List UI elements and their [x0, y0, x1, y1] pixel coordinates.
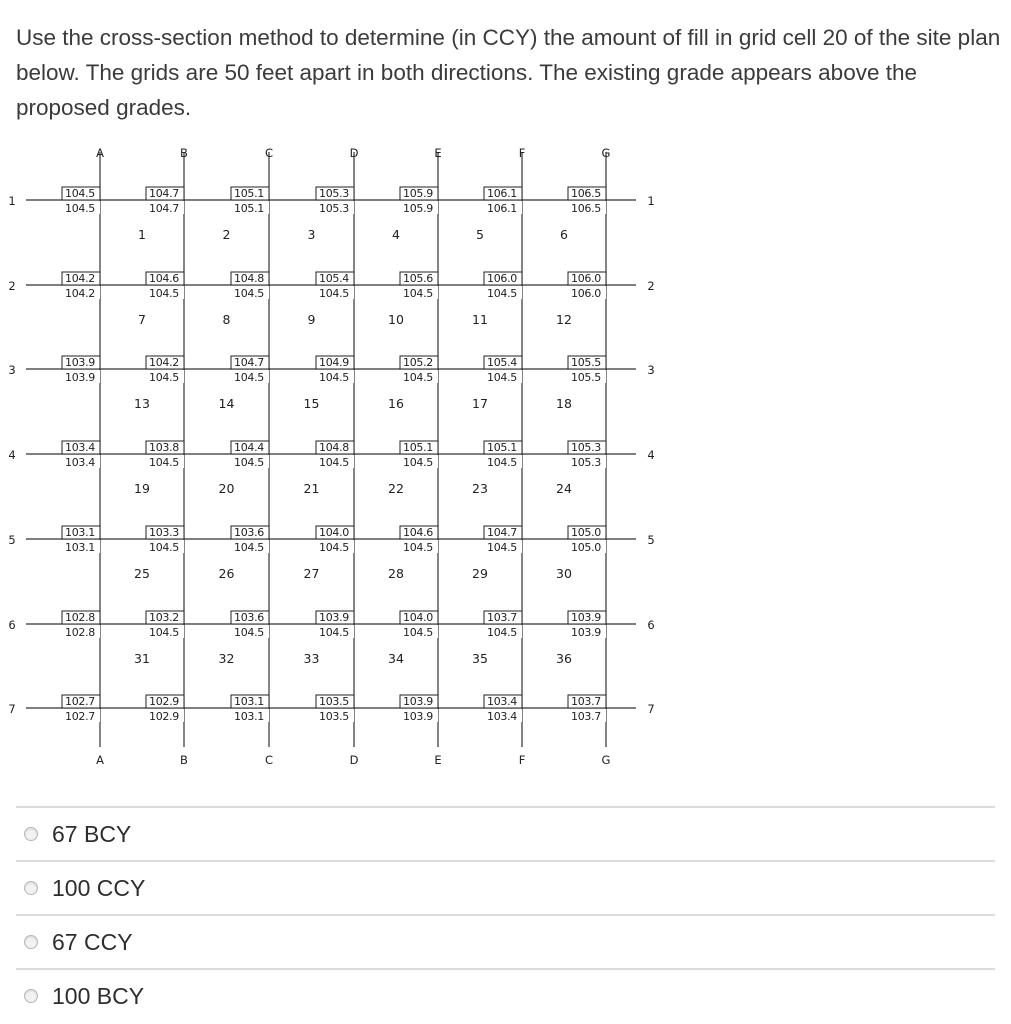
- node-elevations: [484, 356, 522, 384]
- node-elevations: [316, 441, 354, 469]
- grid-cell-number: 8: [222, 312, 231, 327]
- grid-cell-number: 28: [388, 566, 404, 581]
- existing-grade: 104.2: [65, 272, 95, 285]
- proposed-grade: 104.5: [487, 456, 517, 469]
- proposed-grade: 102.9: [149, 710, 179, 723]
- row-label-right: 5: [647, 533, 655, 547]
- proposed-grade: 104.5: [403, 371, 433, 384]
- node-elevations: [484, 695, 522, 723]
- existing-grade: 103.1: [65, 526, 95, 539]
- grid-cell-number: 10: [388, 312, 404, 327]
- node-elevations: [400, 695, 438, 723]
- grid-cell-number: 22: [388, 481, 404, 496]
- proposed-grade: 106.1: [487, 202, 517, 215]
- proposed-grade: 104.2: [65, 287, 95, 300]
- grid-cell-number: 34: [388, 651, 404, 666]
- option-label: 100 CCY: [52, 874, 146, 901]
- grid-cell-number: 6: [560, 227, 568, 242]
- row-label-left: 1: [8, 194, 16, 208]
- node-elevations: [484, 272, 522, 300]
- grid-cell-number: 12: [556, 312, 572, 327]
- node-elevations: [568, 526, 606, 554]
- existing-grade: 105.0: [571, 526, 601, 539]
- column-label-top: E: [434, 146, 442, 160]
- grid-cell-number: 7: [138, 312, 146, 327]
- option-100-ccy[interactable]: [16, 860, 995, 914]
- existing-grade: 103.7: [487, 611, 517, 624]
- grid-cell-number: 14: [218, 396, 235, 411]
- node-elevations: [146, 272, 184, 300]
- grid-cell-number: 4: [392, 227, 400, 242]
- column-label-bottom: B: [180, 753, 188, 767]
- node-elevations: [484, 441, 522, 469]
- row-label-left: 3: [8, 363, 16, 377]
- existing-grade: 105.6: [403, 272, 433, 285]
- existing-grade: 106.0: [487, 272, 517, 285]
- existing-grade: 104.8: [319, 441, 349, 454]
- row-label-right: 6: [647, 618, 655, 632]
- proposed-grade: 103.4: [65, 456, 95, 469]
- proposed-grade: 104.5: [149, 371, 179, 384]
- existing-grade: 105.3: [571, 441, 601, 454]
- proposed-grade: 102.8: [65, 626, 95, 639]
- proposed-grade: 104.5: [319, 371, 349, 384]
- grid-cell-number: 9: [307, 312, 316, 327]
- existing-grade: 105.3: [319, 187, 349, 200]
- node-elevations: [231, 611, 269, 639]
- proposed-grade: 104.5: [319, 541, 349, 554]
- node-elevations: [568, 695, 606, 723]
- grid-cell-number: 27: [303, 566, 320, 581]
- node-elevations: [231, 356, 269, 384]
- grid-cell-number: 26: [218, 566, 235, 581]
- grid-cell-number: 33: [303, 651, 320, 666]
- existing-grade: 102.7: [65, 695, 95, 708]
- proposed-grade: 104.5: [149, 456, 179, 469]
- node-elevations: [316, 272, 354, 300]
- grid-cell-number: 17: [472, 396, 488, 411]
- proposed-grade: 105.3: [571, 456, 601, 469]
- grid-cell-number: 13: [134, 396, 150, 411]
- node-elevations: [316, 187, 354, 215]
- existing-grade: 104.7: [234, 356, 264, 369]
- question-text: Use the cross-section method to determine (in CCY) the amount of fill in grid cell 20 of the site plan below. The grids are 50 feet apart in both directions. The existing grade appears above the proposed grades.: [16, 25, 1001, 120]
- proposed-grade: 104.5: [149, 626, 179, 639]
- option-label: 100 BCY: [52, 982, 145, 1009]
- option-label: 67 CCY: [52, 928, 133, 955]
- existing-grade: 103.5: [319, 695, 349, 708]
- node-elevations: [62, 187, 100, 215]
- option-100-bcy[interactable]: [16, 968, 995, 1022]
- proposed-grade: 103.9: [403, 710, 433, 723]
- row-label-left: 6: [8, 618, 16, 632]
- proposed-grade: 104.5: [403, 626, 433, 639]
- column-label-bottom: G: [601, 753, 611, 767]
- proposed-grade: 102.7: [65, 710, 95, 723]
- column-label-bottom: C: [264, 753, 274, 767]
- grid-cell-number: 15: [303, 396, 320, 411]
- node-elevations: [400, 441, 438, 469]
- row-label-left: 2: [8, 279, 16, 293]
- radio-button[interactable]: [24, 827, 38, 841]
- row-label-right: 3: [647, 363, 655, 377]
- existing-grade: 104.0: [319, 526, 349, 539]
- proposed-grade: 103.9: [571, 626, 601, 639]
- existing-grade: 103.4: [65, 441, 95, 454]
- proposed-grade: 104.5: [234, 626, 264, 639]
- existing-grade: 104.6: [403, 526, 433, 539]
- existing-grade: 105.1: [487, 441, 517, 454]
- node-elevations: [146, 611, 184, 639]
- grid-cell-number: 11: [472, 312, 488, 327]
- node-elevations: [316, 526, 354, 554]
- existing-grade: 104.2: [149, 356, 179, 369]
- existing-grade: 105.1: [403, 441, 433, 454]
- existing-grade: 105.4: [487, 356, 517, 369]
- proposed-grade: 104.5: [234, 541, 264, 554]
- node-elevations: [62, 441, 100, 469]
- existing-grade: 105.5: [571, 356, 601, 369]
- existing-grade: 104.7: [149, 187, 179, 200]
- option-67-ccy[interactable]: [16, 914, 995, 968]
- proposed-grade: 103.5: [319, 710, 349, 723]
- node-elevations: [62, 526, 100, 554]
- grid-cell-number: 1: [138, 227, 146, 242]
- proposed-grade: 104.5: [403, 541, 433, 554]
- existing-grade: 103.4: [487, 695, 517, 708]
- proposed-grade: 104.7: [149, 202, 179, 215]
- node-elevations: [400, 526, 438, 554]
- existing-grade: 106.1: [487, 187, 517, 200]
- row-label-left: 5: [8, 533, 16, 547]
- grid-cell-number: 30: [556, 566, 572, 581]
- existing-grade: 103.6: [234, 526, 264, 539]
- node-elevations: [484, 611, 522, 639]
- grid-cell-number: 31: [134, 651, 150, 666]
- proposed-grade: 104.5: [234, 287, 264, 300]
- column-label-top: A: [96, 146, 104, 160]
- column-label-bottom: D: [349, 753, 359, 767]
- node-elevations: [231, 526, 269, 554]
- proposed-grade: 104.5: [487, 541, 517, 554]
- proposed-grade: 104.5: [234, 456, 264, 469]
- grid-cell-number: 3: [307, 227, 316, 242]
- proposed-grade: 104.5: [319, 626, 349, 639]
- row-label-right: 2: [647, 279, 655, 293]
- node-elevations: [146, 187, 184, 215]
- existing-grade: 103.9: [403, 695, 433, 708]
- proposed-grade: 104.5: [149, 287, 179, 300]
- node-elevations: [316, 695, 354, 723]
- existing-grade: 106.5: [571, 187, 601, 200]
- column-label-top: B: [180, 146, 188, 160]
- existing-grade: 103.2: [149, 611, 179, 624]
- existing-grade: 102.9: [149, 695, 179, 708]
- proposed-grade: 106.5: [571, 202, 601, 215]
- grid-cell-number: 24: [556, 481, 572, 496]
- existing-grade: 103.9: [571, 611, 601, 624]
- existing-grade: 105.1: [234, 187, 264, 200]
- proposed-grade: 105.9: [403, 202, 433, 215]
- existing-grade: 103.9: [319, 611, 349, 624]
- node-elevations: [146, 526, 184, 554]
- column-label-top: C: [264, 146, 274, 160]
- proposed-grade: 104.5: [234, 371, 264, 384]
- existing-grade: 105.4: [319, 272, 349, 285]
- proposed-grade: 105.1: [234, 202, 264, 215]
- proposed-grade: 105.0: [571, 541, 601, 554]
- existing-grade: 104.0: [403, 611, 433, 624]
- existing-grade: 104.4: [234, 441, 264, 454]
- grid-cell-number: 36: [556, 651, 572, 666]
- grid-cell-number: 21: [303, 481, 320, 496]
- proposed-grade: 104.5: [487, 287, 517, 300]
- grid-cell-number: 25: [134, 566, 150, 581]
- row-label-right: 1: [647, 194, 655, 208]
- column-label-top: F: [518, 146, 526, 160]
- existing-grade: 103.9: [65, 356, 95, 369]
- node-elevations: [568, 356, 606, 384]
- column-label-top: G: [601, 146, 611, 160]
- node-elevations: [62, 695, 100, 723]
- proposed-grade: 103.7: [571, 710, 601, 723]
- existing-grade: 103.6: [234, 611, 264, 624]
- node-elevations: [400, 187, 438, 215]
- existing-grade: 105.2: [403, 356, 433, 369]
- existing-grade: 105.9: [403, 187, 433, 200]
- proposed-grade: 106.0: [571, 287, 601, 300]
- proposed-grade: 104.5: [149, 541, 179, 554]
- node-elevations: [568, 441, 606, 469]
- site-plan-grid: [0, 140, 1011, 780]
- proposed-grade: 103.1: [234, 710, 264, 723]
- grid-cell-number: 2: [222, 227, 231, 242]
- proposed-grade: 103.9: [65, 371, 95, 384]
- node-elevations: [484, 187, 522, 215]
- answer-options: [16, 806, 995, 1022]
- node-elevations: [400, 611, 438, 639]
- node-elevations: [231, 441, 269, 469]
- existing-grade: 102.8: [65, 611, 95, 624]
- column-label-bottom: E: [434, 753, 442, 767]
- node-elevations: [400, 356, 438, 384]
- node-elevations: [400, 272, 438, 300]
- existing-grade: 104.8: [234, 272, 264, 285]
- node-elevations: [146, 356, 184, 384]
- node-elevations: [231, 187, 269, 215]
- node-elevations: [316, 611, 354, 639]
- node-elevations: [146, 695, 184, 723]
- node-elevations: [568, 611, 606, 639]
- grid-cell-number: 16: [388, 396, 404, 411]
- grid-cell-number: 23: [472, 481, 488, 496]
- grid-cell-number: 18: [556, 396, 572, 411]
- proposed-grade: 104.5: [319, 456, 349, 469]
- node-elevations: [62, 356, 100, 384]
- radio-button[interactable]: [24, 989, 38, 1003]
- column-label-top: D: [349, 146, 359, 160]
- proposed-grade: 104.5: [487, 626, 517, 639]
- column-label-bottom: F: [518, 753, 526, 767]
- existing-grade: 103.8: [149, 441, 179, 454]
- node-elevations: [568, 187, 606, 215]
- grid-cell-number: 5: [476, 227, 484, 242]
- grid-cell-number: 20: [218, 481, 235, 496]
- node-elevations: [484, 526, 522, 554]
- node-elevations: [231, 695, 269, 723]
- node-elevations: [62, 611, 100, 639]
- existing-grade: 103.1: [234, 695, 264, 708]
- node-elevations: [316, 356, 354, 384]
- existing-grade: 103.3: [149, 526, 179, 539]
- grid-cell-number: 19: [134, 481, 150, 496]
- proposed-grade: 104.5: [487, 371, 517, 384]
- proposed-grade: 103.1: [65, 541, 95, 554]
- proposed-grade: 104.5: [319, 287, 349, 300]
- proposed-grade: 104.5: [403, 287, 433, 300]
- grid-cell-number: 32: [218, 651, 235, 666]
- radio-button[interactable]: [24, 935, 38, 949]
- radio-button[interactable]: [24, 881, 38, 895]
- existing-grade: 104.5: [65, 187, 95, 200]
- option-label: 67 BCY: [52, 820, 132, 847]
- proposed-grade: 104.5: [65, 202, 95, 215]
- row-label-left: 4: [8, 448, 16, 462]
- existing-grade: 104.6: [149, 272, 179, 285]
- proposed-grade: 105.5: [571, 371, 601, 384]
- existing-grade: 103.7: [571, 695, 601, 708]
- grid-cell-number: 35: [472, 651, 488, 666]
- node-elevations: [146, 441, 184, 469]
- proposed-grade: 105.3: [319, 202, 349, 215]
- existing-grade: 106.0: [571, 272, 601, 285]
- node-elevations: [62, 272, 100, 300]
- row-label-left: 7: [8, 702, 16, 716]
- node-elevations: [231, 272, 269, 300]
- row-label-right: 4: [647, 448, 655, 462]
- column-label-bottom: A: [96, 753, 104, 767]
- existing-grade: 104.9: [319, 356, 349, 369]
- proposed-grade: 103.4: [487, 710, 517, 723]
- option-67-bcy[interactable]: [16, 806, 995, 860]
- existing-grade: 104.7: [487, 526, 517, 539]
- grid-cell-number: 29: [472, 566, 488, 581]
- row-label-right: 7: [647, 702, 655, 716]
- node-elevations: [568, 272, 606, 300]
- proposed-grade: 104.5: [403, 456, 433, 469]
